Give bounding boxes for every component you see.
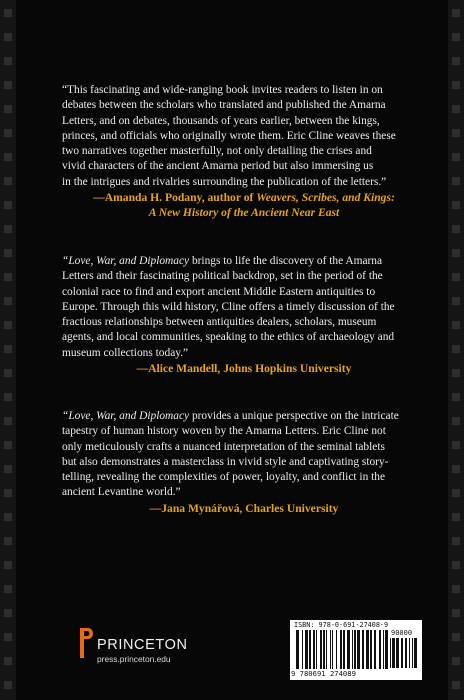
- quote-line: debates between the scholars who translated and published the Amarna: [62, 99, 386, 112]
- quote-line: only meticulously crafts a nuanced interpretation of the seminal tablets: [62, 440, 385, 453]
- barcode-bar: [340, 630, 342, 669]
- barcode-bar: [396, 638, 399, 668]
- quote-line: Europe. Through this wild history, Cline offers a timely discussion of the: [62, 300, 395, 313]
- barcode-bar: [296, 630, 299, 669]
- barcode-bar: [302, 630, 303, 669]
- barcode-bar: [405, 638, 407, 668]
- barcode-bar: [366, 630, 369, 669]
- barcode-bar: [409, 638, 410, 668]
- barcode-bar: [390, 638, 391, 668]
- quote-line: Letters and their fascinating political backdrop, set in the period of the: [62, 270, 383, 283]
- barcode-bar: [383, 630, 384, 669]
- ean-barcode-bars: [296, 630, 388, 670]
- quote-line: fractious relationships between antiquities dealers, scholars, museum: [62, 316, 377, 329]
- barcode-bar: [354, 630, 356, 669]
- quote-text: provides a unique perspective on the intricate: [189, 410, 399, 422]
- attribution-name: —Amanda H. Podany, author of: [93, 191, 257, 205]
- barcode-bar: [305, 630, 308, 669]
- quote-line: princes, and officials who originally wrote them. Eric Cline weaves these: [62, 129, 396, 142]
- barcode-bar: [370, 630, 372, 669]
- publisher-logo: [80, 628, 188, 665]
- quote-line: tapestry of human history woven by the Amarna Letters. Eric Cline not: [62, 425, 386, 438]
- quote-line: “This fascinating and wide-ranging book invites readers to listen in on: [62, 84, 383, 96]
- barcode-bar: [336, 630, 337, 669]
- attribution: [62, 190, 426, 205]
- book-subtitle-italic: A New History of the Ancient Near East: [148, 206, 340, 220]
- barcode-bar: [326, 630, 327, 669]
- quote-line: in the intrigues and rivalries surrounding the publication of the letters.”: [62, 175, 387, 188]
- barcode-bar: [309, 630, 311, 669]
- film-strip-right: [448, 0, 464, 700]
- attribution-line-2: [62, 205, 426, 220]
- barcode-bar: [374, 630, 376, 669]
- quote-line: telling, revealing the complexities of power, loyalty, and conflict in the: [62, 471, 386, 484]
- addon-barcode-bars: [390, 638, 418, 668]
- isbn-label: ISBN: 978-0-691-27408-9: [294, 621, 389, 629]
- princeton-p-icon: [80, 628, 92, 658]
- barcode-bar: [316, 630, 317, 669]
- book-title-italic: Weavers, Scribes, and Kings:: [256, 191, 395, 205]
- barcode-bar: [343, 630, 345, 669]
- quote-line: [62, 254, 426, 269]
- quote-line: museum collections today.”: [62, 346, 189, 359]
- quote-line: vivid characters of the ancient Amarna period but also immersing us: [62, 160, 374, 173]
- barcode-bar: [352, 630, 353, 669]
- barcode-bar: [385, 630, 388, 669]
- barcode-bar: [313, 630, 315, 669]
- film-strip-left: [0, 0, 16, 700]
- barcode-bar: [401, 638, 403, 668]
- endorsement-mandell: [62, 254, 426, 376]
- barcode-bar: [332, 630, 333, 669]
- quote-text: brings to life the discovery of the Amarna: [189, 255, 383, 267]
- endorsement-mynarova: [62, 409, 426, 516]
- price-addon-label: 90000: [391, 629, 413, 637]
- quote-line: ancient Levantine world.”: [62, 486, 181, 499]
- quote-line: [62, 409, 426, 424]
- barcode-bar: [320, 630, 322, 669]
- book-title-italic: “Love, War, and Diplomacy: [62, 255, 190, 267]
- quote-line: but also demonstrates a masterclass in vivid style and captivating story-: [62, 455, 389, 468]
- publisher-url: press.princeton.edu: [97, 654, 171, 664]
- attribution: —Jana Mynářová, Charles University: [149, 501, 339, 515]
- book-title-italic: “Love, War, and Diplomacy: [62, 410, 190, 422]
- endorsement-podany: [62, 83, 426, 221]
- quote-line: colonial race to find and export ancient Middle Eastern antiquities to: [62, 285, 376, 298]
- attribution: —Alice Mandell, Johns Hopkins University: [136, 362, 352, 376]
- barcode-bar: [412, 638, 413, 668]
- ean-digits: 9 780691 274089: [291, 669, 356, 678]
- quote-line: two narratives together masterfully, not only detailing the crises and: [62, 145, 372, 158]
- barcode-bar: [357, 630, 360, 669]
- barcode-bar: [379, 630, 381, 669]
- barcode-bar: [362, 630, 364, 669]
- barcode-bar: [392, 638, 395, 668]
- publisher-text: [97, 638, 188, 665]
- barcode-bar: [323, 630, 325, 669]
- barcode-bar: [414, 638, 417, 668]
- publisher-name: PRINCETON: [97, 637, 188, 653]
- quote-line: agents, and local communities, speaking to the ethics of archaeology and: [62, 331, 395, 344]
- quote-line: Letters, and on debates, thousands of years earlier, between the kings,: [62, 114, 380, 127]
- isbn-barcode: [290, 620, 422, 680]
- barcode-bar: [330, 630, 331, 669]
- barcode-bar: [347, 630, 350, 669]
